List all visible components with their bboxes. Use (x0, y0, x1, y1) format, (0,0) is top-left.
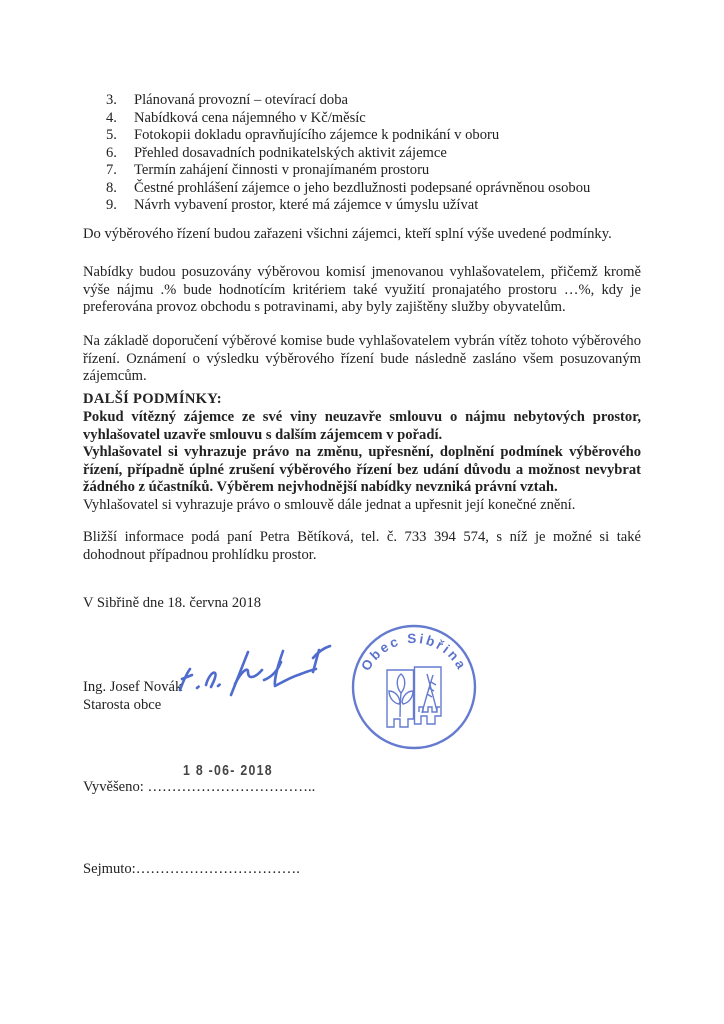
list-item-text: Čestné prohlášení zájemce o jeho bezdlužnosti podepsané oprávněnou osobou (134, 179, 591, 196)
signer-title: Starosta obce (83, 696, 162, 713)
list-item-number: 4. (106, 109, 117, 126)
list-item-text: Termín zahájení činnosti v pronajímaném prostoru (134, 162, 430, 178)
paragraph-evaluation: Nabídky budou posuzovány výběrovou komisí jmenovanou vyhlašovatelem, přičemž kromě výše nájmu .% bude hodnotícím kritériem také využití pronajatého prostoru …%, kdy je preferována provoz obchodu s potravinami, aby byly zajištěny služby obyvatelům. (83, 264, 641, 315)
list-item (106, 92, 636, 110)
further-conditions-paragraph-bold: Vyhlašovatel si vyhrazuje právo na změnu, upřesnění, doplnění podmínek výběrového řízení, případně úplné zrušení výběrového řízení bez udání důvodu a možnost nevybrat žádného z účastníků. Výběrem nejvhodnější nabídky nevzniká právní vztah. (83, 444, 641, 495)
signature-scribble-icon (170, 638, 340, 716)
received-date-stamp: 1 8 -06- 2018 (183, 763, 273, 779)
place-and-date: V Sibřině dne 18. června 2018 (83, 595, 262, 611)
removed-date-line: Sejmuto:……………………………. (83, 861, 300, 877)
further-conditions-paragraph-bold: Pokud vítězný zájemce ze své viny neuzavře smlouvu o nájmu nebytových prostor, vyhlašovatel uzavře smlouvu s dalším zájemcem v pořadí. (83, 409, 641, 443)
stamp-text: Obec Sibřina (358, 630, 470, 674)
list-item (106, 162, 636, 180)
list-item-text: Přehled dosavadních podnikatelských aktivit zájemce (134, 144, 447, 161)
signature-block (83, 679, 182, 714)
signer-name: Ing. Josef Novák (83, 679, 183, 695)
further-conditions-heading: DALŠÍ PODMÍNKY: (83, 391, 222, 407)
list-item-number: 9. (106, 197, 117, 213)
requirements-list (106, 92, 636, 215)
list-item-text: Plánovaná provozní – otevírací doba (134, 92, 348, 108)
municipal-stamp (347, 620, 481, 754)
list-item-text: Nabídková cena nájemného v Kč/měsíc (134, 109, 366, 126)
list-item (106, 180, 636, 198)
coat-of-arms-icon (387, 667, 441, 727)
list-item-number: 3. (106, 92, 117, 108)
list-item (106, 145, 636, 163)
list-item-number: 6. (106, 144, 117, 161)
paragraph-intro: Do výběrového řízení budou zařazeni všichni zájemci, kteří splní výše uvedené podmínky. (83, 226, 612, 242)
list-item (106, 197, 636, 215)
posted-date-line: Vyvěšeno: …………………………….. (83, 779, 316, 795)
list-item (106, 110, 636, 128)
further-conditions-block (83, 409, 641, 514)
further-conditions-paragraph: Vyhlašovatel si vyhrazuje právo o smlouvě dále jednat a upřesnit její konečné znění. (83, 496, 576, 513)
list-item-number: 5. (106, 127, 117, 143)
paragraph-contact: Bližší informace podá paní Petra Bětíková, tel. č. 733 394 574, s níž je možné si také dohodnout případnou prohlídku prostor. (83, 529, 641, 563)
list-item-number: 7. (106, 162, 117, 178)
list-item-text: Fotokopii dokladu opravňujícího zájemce k podnikání v oboru (134, 127, 500, 143)
list-item-text: Návrh vybavení prostor, které má zájemce v úmyslu užívat (134, 197, 479, 213)
list-item-number: 8. (106, 179, 117, 196)
list-item (106, 127, 636, 145)
paragraph-result: Na základě doporučení výběrové komise bude vyhlašovatelem vybrán vítěz tohoto výběrového řízení. Oznámení o výsledku výběrového řízení bude následně zasláno všem posuzovaným zájemcům. (83, 333, 641, 384)
